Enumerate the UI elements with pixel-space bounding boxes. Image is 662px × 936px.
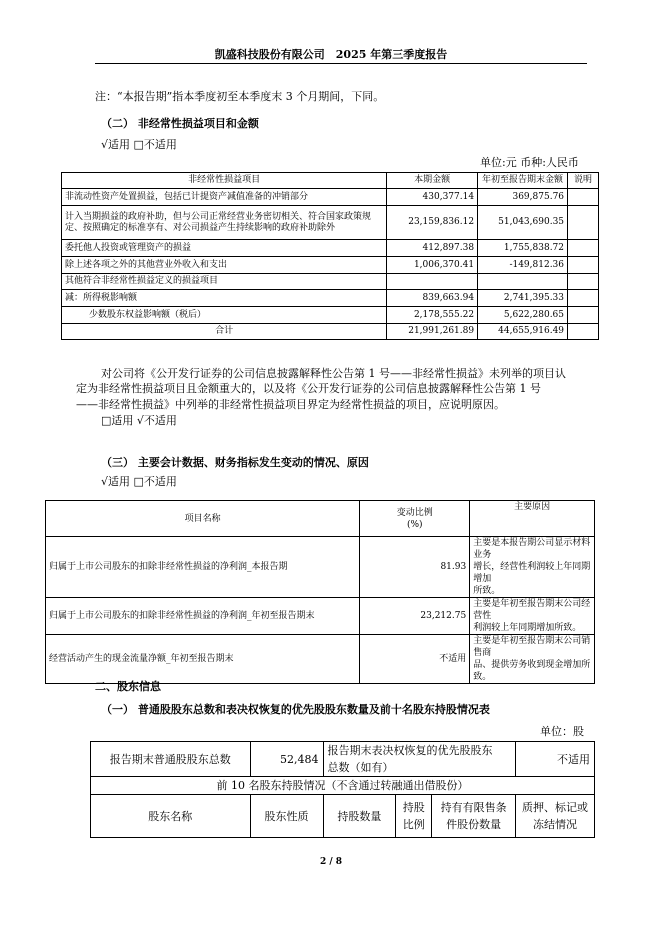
- table-total-row: [62, 324, 599, 340]
- reason-line: 主要是年初至报告期末公司销售商: [473, 636, 591, 658]
- section-title-nonrecurring: （二） 非经常性损益项目和金额: [101, 117, 259, 130]
- row-note: [568, 257, 599, 274]
- row-item: 少数股东权益影响额（税后）: [62, 307, 387, 324]
- applicable-text: √适用 □不适用: [101, 138, 177, 151]
- reason-line: 主要是本报告期公司显示材料业务: [473, 538, 591, 560]
- ratio-line: 比例: [402, 818, 425, 831]
- total-note: [568, 324, 599, 340]
- row-current: 23,159,836.12: [387, 206, 478, 240]
- table-row: [62, 290, 599, 307]
- header-divider: [95, 63, 587, 64]
- col-header-pledge: [516, 795, 595, 838]
- row-ytd: 5,622,280.65: [478, 307, 568, 324]
- total-holders-value: 52,484: [250, 742, 323, 777]
- section-title-shareholders: 二、股东信息: [95, 680, 161, 693]
- row-ytd: [478, 274, 568, 290]
- row-note: [568, 240, 599, 257]
- row-item: 计入当期损益的政府补助，但与公司正常经营业务密切相关、符合国家政策规定、按照确定的标准享有、对公司损益产生持续影响的政府补助除外: [62, 206, 387, 240]
- col-header-item: 项目名称: [46, 501, 360, 537]
- page-header-title: 凯盛科技股份有限公司 2025 年第三季度报告: [214, 48, 448, 61]
- pledge-line: 冻结情况: [533, 818, 578, 831]
- table-row: [62, 206, 599, 240]
- table-row: [62, 274, 599, 290]
- row-item: 委托他人投资或管理资产的损益: [62, 240, 387, 257]
- row-current: 2,178,555.22: [387, 307, 478, 324]
- pledge-line: 质押、标记或: [522, 801, 589, 814]
- total-label: 合计: [62, 324, 387, 340]
- table-row: [46, 537, 595, 598]
- top10-title-row: [91, 777, 595, 795]
- col-header-ratio: [396, 795, 432, 838]
- col-header-reason: 主要原因: [470, 501, 595, 537]
- row-reason: [470, 598, 595, 635]
- table-row: [62, 257, 599, 274]
- row-current: [387, 274, 478, 290]
- row-item: 除上述各项之外的其他营业外收入和支出: [62, 257, 387, 274]
- row-ratio: 不适用: [360, 635, 470, 684]
- top10-title: 前 10 名股东持股情况（不含通过转融通出借股份）: [91, 777, 595, 795]
- row-item: 经营活动产生的现金流量净额_年初至报告期末: [46, 635, 360, 684]
- table-row: [62, 240, 599, 257]
- shareholder-total-row: [91, 742, 595, 777]
- row-ratio: 23,212.75: [360, 598, 470, 635]
- applicable-checkbox-changes: [101, 474, 177, 489]
- col-header-item: 非经常性损益项目: [62, 173, 387, 189]
- row-item: 其他符合非经常性损益定义的损益项目: [62, 274, 387, 290]
- col-header-nature: 股东性质: [250, 795, 323, 838]
- unit-currency-label: 单位:元 币种:人民币: [480, 156, 579, 169]
- explain-line-3: ——非经常性损益》中列举的非经常性损益项目界定为经常性损益的项目，应说明原因。: [76, 398, 505, 411]
- restricted-line: 件股份数量: [446, 818, 502, 831]
- row-current: 412,897.38: [387, 240, 478, 257]
- pref-label-line: 总数（如有）: [327, 761, 394, 774]
- period-note: 注：“本报告期”指本季度初至本季度末 3 个月期间，下同。: [95, 90, 385, 103]
- row-ytd: 1,755,838.72: [478, 240, 568, 257]
- table-row: [46, 635, 595, 684]
- table-row: [46, 598, 595, 635]
- row-note: [568, 206, 599, 240]
- row-current: 1,006,370.41: [387, 257, 478, 274]
- total-ytd: 44,655,916.49: [478, 324, 568, 340]
- reason-line: 增长，经营性利润较上年同期增加: [473, 562, 591, 584]
- row-ytd: 2,741,395.33: [478, 290, 568, 307]
- col-header-ratio-line2: (%): [406, 519, 423, 530]
- row-current: 839,663.94: [387, 290, 478, 307]
- col-header-ratio-line1: 变动比例: [396, 507, 433, 518]
- row-current: 430,377.14: [387, 189, 478, 206]
- explain-applicable-checkbox: [101, 413, 177, 428]
- shareholder-table: [90, 741, 595, 838]
- changes-table: [45, 500, 595, 684]
- applicable-text: √适用 □不适用: [101, 475, 177, 488]
- nonrecurring-table: [61, 172, 599, 340]
- unit-shares-label: 单位：股: [540, 725, 584, 738]
- explain-line-2: 定为非经常性损益项目且金额重大的，以及将《公开发行证券的公司信息披露解释性公告第 1 号: [76, 382, 541, 395]
- total-current: 21,991,261.89: [387, 324, 478, 340]
- explain-applicable-text: □适用 √不适用: [101, 414, 177, 427]
- col-header-restricted: [432, 795, 516, 838]
- row-item: 非流动性资产处置损益，包括已计提资产减值准备的冲销部分: [62, 189, 387, 206]
- row-ytd: -149,812.36: [478, 257, 568, 274]
- table-header-row: [62, 173, 599, 189]
- row-item: 归属于上市公司股东的扣除非经常性损益的净利润_本报告期: [46, 537, 360, 598]
- reason-line: 品、提供劳务收到现金增加所致。: [473, 660, 591, 682]
- table-row: [62, 189, 599, 206]
- row-item: 归属于上市公司股东的扣除非经常性损益的净利润_年初至报告期末: [46, 598, 360, 635]
- page-number: 2 / 8: [319, 857, 343, 867]
- pref-label-line: 报告期末表决权恢复的优先股股东: [327, 744, 493, 757]
- col-header-name: 股东名称: [91, 795, 251, 838]
- table-row: [62, 307, 599, 324]
- row-note: [568, 189, 599, 206]
- ratio-line: 持股: [402, 801, 425, 814]
- row-ytd: 369,875.76: [478, 189, 568, 206]
- col-header-ratio: [360, 501, 470, 537]
- col-header-current: 本期金额: [387, 173, 478, 189]
- row-note: [568, 290, 599, 307]
- row-note: [568, 274, 599, 290]
- reason-line: 所致。: [473, 586, 501, 596]
- row-note: [568, 307, 599, 324]
- shareholder-header-row: [91, 795, 595, 838]
- table-header-row: [46, 501, 595, 537]
- pref-holders-label: [323, 742, 516, 777]
- col-header-ytd: 年初至报告期末金额: [478, 173, 568, 189]
- pref-holders-value: 不适用: [516, 742, 595, 777]
- row-reason: [470, 537, 595, 598]
- section-subtitle-top10: （一） 普通股股东总数和表决权恢复的优先股股东数量及前十名股东持股情况表: [101, 703, 490, 716]
- row-ratio: 81.93: [360, 537, 470, 598]
- applicable-checkbox-nonrecurring: [101, 137, 177, 152]
- total-holders-label: 报告期末普通股股东总数: [91, 742, 251, 777]
- row-ytd: 51,043,690.35: [478, 206, 568, 240]
- row-item: 减：所得税影响额: [62, 290, 387, 307]
- col-header-qty: 持股数量: [323, 795, 396, 838]
- reason-line: 利润较上年同期增加所致。: [473, 623, 582, 633]
- row-reason: [470, 635, 595, 684]
- restricted-line: 持有有限售条: [440, 801, 507, 814]
- col-header-note: 说明: [568, 173, 599, 189]
- reason-line: 主要是年初至报告期末公司经营性: [473, 599, 591, 621]
- explain-line-1: 对公司将《公开发行证券的公司信息披露解释性公告第 1 号——非经常性损益》未列举的项目认: [101, 367, 566, 380]
- section-title-changes: （三） 主要会计数据、财务指标发生变动的情况、原因: [101, 456, 369, 469]
